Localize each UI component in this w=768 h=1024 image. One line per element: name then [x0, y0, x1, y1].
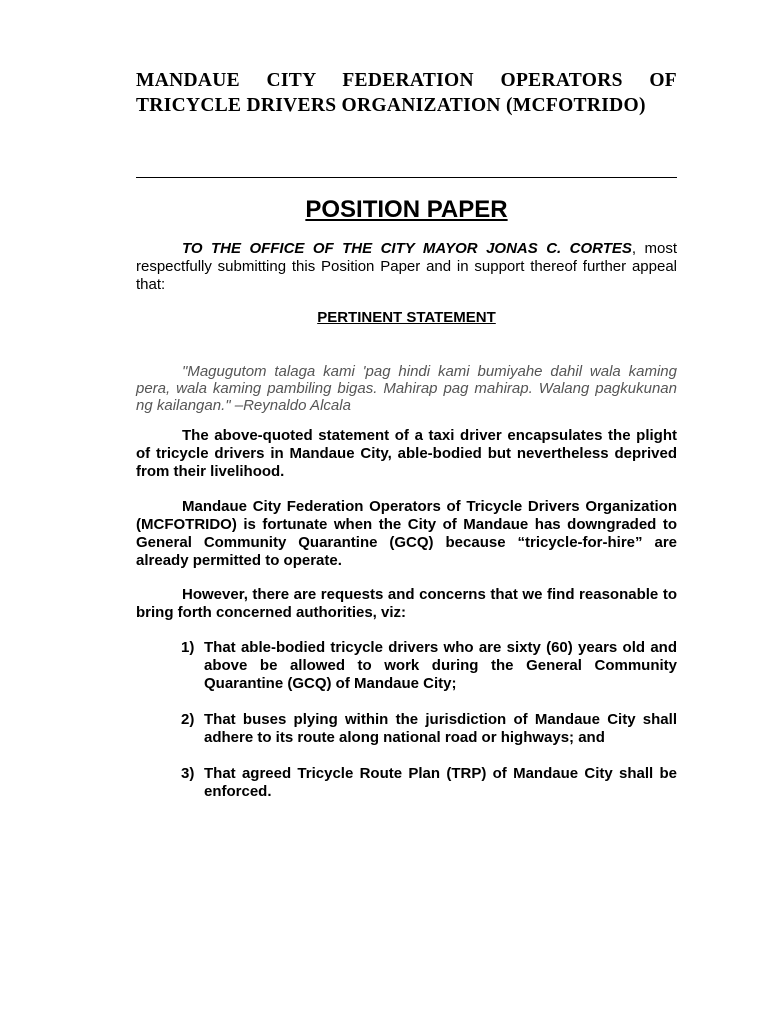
intro-text: , most respectfully submitting this Position Paper and in support thereof further appeal that: [136, 240, 677, 293]
document-page [136, 68, 677, 800]
list-item [136, 639, 677, 693]
paragraph: The above-quoted statement of a taxi driver encapsulates the plight of tricycle drivers in Mandaue City, able-bodied but nevertheless deprived from their livelihood. [136, 427, 677, 480]
document-title: POSITION PAPER [305, 196, 508, 223]
paragraph: However, there are requests and concerns that we find reasonable to bring forth concerned authorities, viz: [136, 586, 677, 621]
quoted-statement: "Magugutom talaga kami 'pag hindi kami bumiyahe dahil wala kaming pera, wala kaming pambiling bigas. Mahirap pag mahirap. Walang pagkukunan ng kailangan." –Reynaldo Alcala [136, 363, 677, 414]
list-number: 2) [181, 711, 195, 728]
addressee: TO THE OFFICE OF THE CITY MAYOR JONAS C. CORTES [182, 240, 632, 257]
intro-paragraph [136, 240, 677, 294]
header-divider [136, 177, 677, 178]
organization-title: MANDAUE CITY FEDERATION OPERATORS OF TRICYCLE DRIVERS ORGANIZATION (MCFOTRIDO) [136, 70, 677, 116]
requests-list [136, 639, 677, 801]
list-number: 3) [181, 765, 195, 782]
list-item [136, 711, 677, 747]
section-heading: PERTINENT STATEMENT [317, 309, 496, 326]
list-item-text: That agreed Tricycle Route Plan (TRP) of Mandaue City shall be enforced. [204, 765, 677, 800]
list-item-text: That able-bodied tricycle drivers who are sixty (60) years old and above be allowed to work during the General Community Quarantine (GCQ) of Mandaue City; [204, 639, 677, 692]
list-item [136, 765, 677, 801]
list-item-text: That buses plying within the jurisdiction of Mandaue City shall adhere to its route along national road or highways; and [204, 711, 677, 746]
paragraph: Mandaue City Federation Operators of Tricycle Drivers Organization (MCFOTRIDO) is fortunate when the City of Mandaue has downgraded to General Community Quarantine (GCQ) because “tricycle-for-hire” are already permitted to operate. [136, 498, 677, 569]
list-number: 1) [181, 639, 195, 656]
